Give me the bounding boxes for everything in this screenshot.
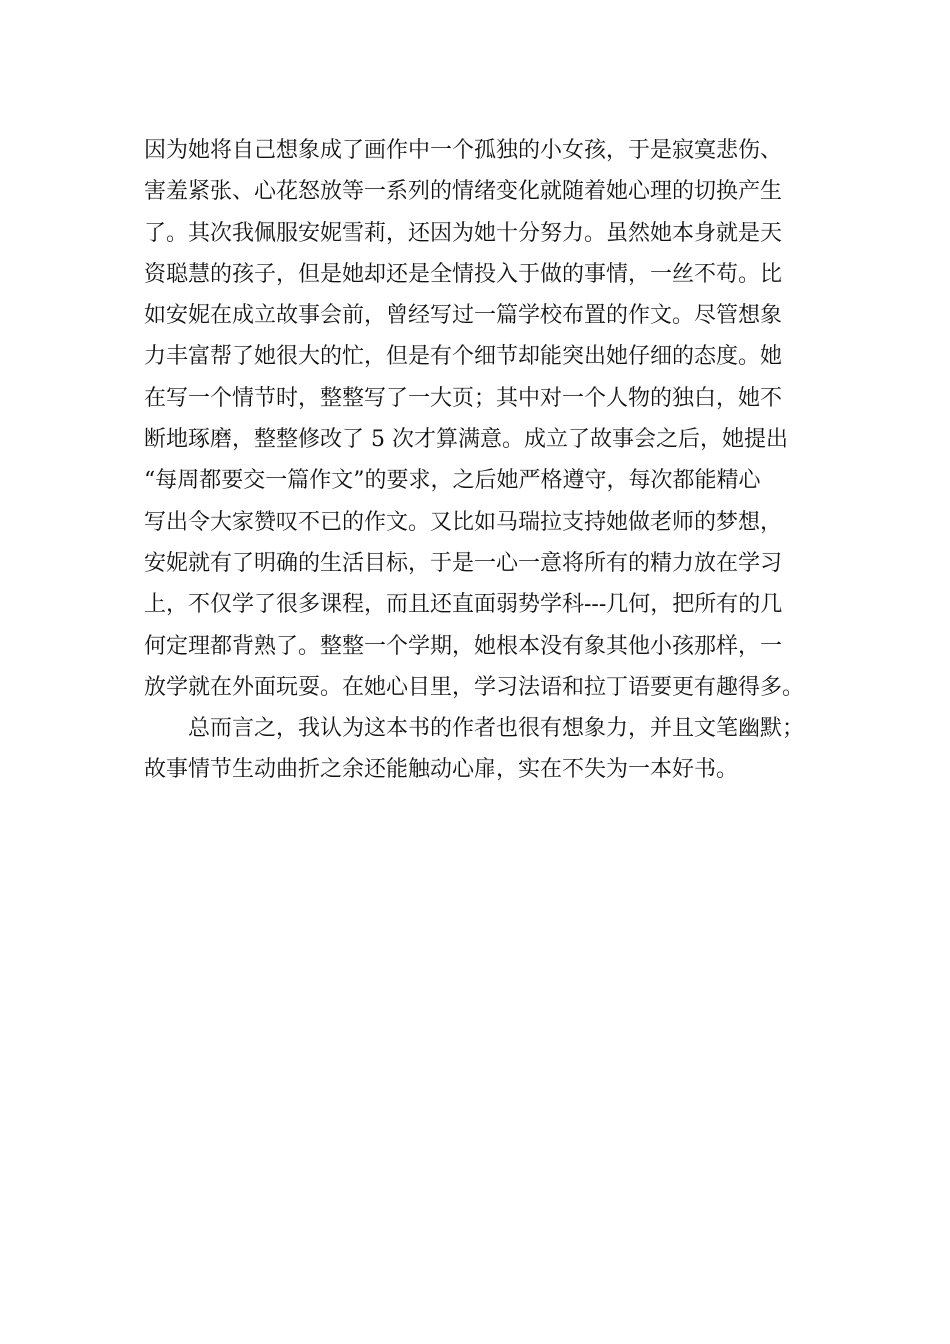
text-line: 断地琢磨，整整修改了 5 次才算满意。成立了故事会之后，她提出 (144, 427, 788, 453)
text-line: 害羞紧张、心花怒放等一系列的情绪变化就随着她心理的切换产生 (144, 179, 783, 205)
paragraph-1 (144, 130, 824, 708)
text-line: “每周都要交一篇作文”的要求，之后她严格遵守，每次都能精心 (144, 468, 761, 494)
text-line: 资聪慧的孩子，但是她却还是全情投入于做的事情，一丝不苟。比 (144, 261, 783, 287)
text-line: 放学就在外面玩耍。在她心目里，学习法语和拉丁语要更有趣得多。 (144, 674, 805, 700)
text-line: 上，不仅学了很多课程，而且还直面弱势学科---几何，把所有的几 (144, 592, 783, 618)
text-line: 在写一个情节时，整整写了一大页；其中对一个人物的独白，她不 (144, 385, 783, 411)
text-line: 何定理都背熟了。整整一个学期，她根本没有象其他小孩那样，一 (144, 633, 783, 659)
paragraph-2 (144, 708, 824, 791)
text-line: 了。其次我佩服安妮雪莉，还因为她十分努力。虽然她本身就是天 (144, 220, 783, 246)
text-line: 因为她将自己想象成了画作中一个孤独的小女孩，于是寂寞悲伤、 (144, 138, 783, 163)
document-body (144, 130, 824, 791)
text-line: 故事情节生动曲折之余还能触动心扉，实在不失为一本好书。 (144, 757, 739, 783)
text-line: 写出令大家赞叹不已的作文。又比如马瑞拉支持她做老师的梦想， (144, 509, 783, 535)
text-line: 总而言之，我认为这本书的作者也很有想象力，并且文笔幽默； (188, 716, 805, 742)
text-line: 力丰富帮了她很大的忙，但是有个细节却能突出她仔细的态度。她 (144, 344, 783, 370)
text-line: 安妮就有了明确的生活目标，于是一心一意将所有的精力放在学习 (144, 550, 783, 576)
text-line: 如安妮在成立故事会前，曾经写过一篇学校布置的作文。尽管想象 (144, 303, 783, 329)
